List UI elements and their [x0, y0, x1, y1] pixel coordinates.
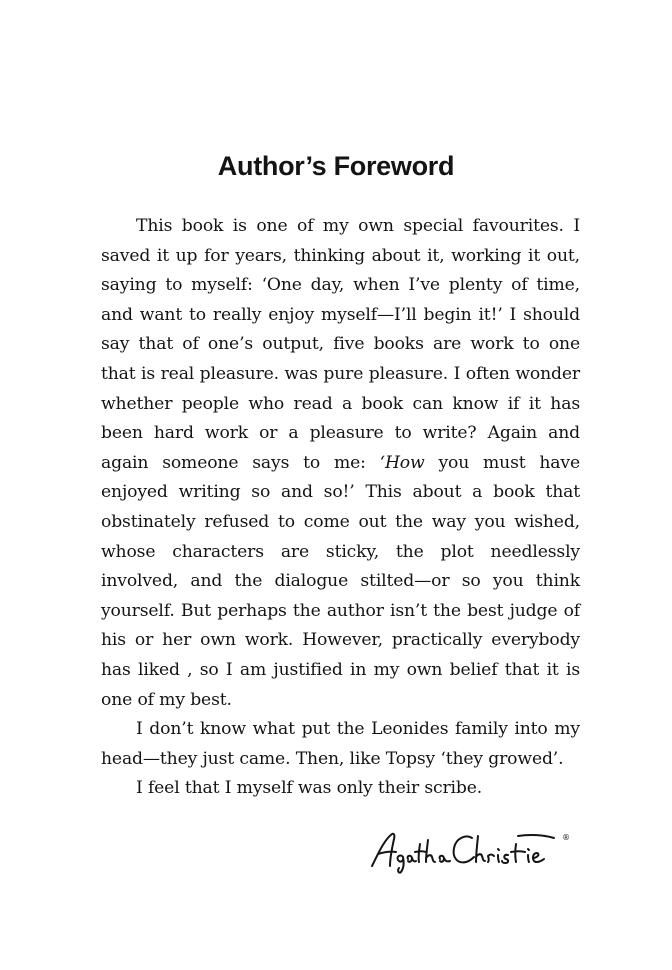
signature-stroke-g	[398, 856, 404, 873]
signature-stroke-h	[426, 840, 435, 862]
paragraph-1-text-start: This book is one of my own special favourites. I saved it up for years, thinking about it, working it out, saying to myself: ‘One day, when I’ve plenty of time, and want to really enjoy myself—I’ll begin it!’ I should say that of one’s output, five books are work to one that is real pleasure. was pure pleasure. I often wonder whether people who read a book can know if it has been hard work or a pleasure to write? Again and again someone says to me:	[101, 216, 580, 473]
paragraph-1-text-end: you must have enjoyed writing so and so!’ This about a book that obstinately refused to come out the way you wished, whose characters are sticky, the plot needlessly involved, and the dialogue stilted—or so you think yourself. But perhaps the author isn’t the best judge of his or her own work. However, practically everybody has liked , so I am justified in my own belief that it is one of my best.	[101, 452, 580, 710]
page-title: Author’s Foreword	[217, 151, 455, 181]
signature-stroke-a3	[440, 856, 450, 862]
foreword-paragraph-3: I feel that I myself was only their scribe.	[136, 778, 483, 799]
signature-stroke-c	[454, 836, 474, 862]
signature-flourish	[518, 835, 554, 838]
agatha-christie-signature	[368, 826, 578, 876]
signature-stroke-e	[533, 853, 544, 862]
signature-stroke-r	[488, 855, 494, 863]
signature-stroke-t2	[511, 844, 525, 862]
foreword-paragraph-1	[101, 212, 580, 715]
registered-mark: ®	[562, 833, 570, 842]
paragraph-1-italic-word: ‘How	[379, 452, 425, 473]
signature-stroke-i2	[528, 849, 529, 862]
signature-stroke-i	[498, 849, 499, 862]
signature-stroke-h2	[476, 836, 485, 862]
foreword-body	[101, 212, 580, 804]
foreword-paragraph-2: I don’t know what put the Leonides family into my head—they just came. Then, like Topsy ‘they growed’.	[101, 719, 580, 769]
signature-stroke-a2	[408, 856, 416, 862]
signature-stroke-s	[502, 855, 508, 863]
signature-stroke-t	[415, 844, 426, 862]
signature-stroke-a	[372, 834, 394, 866]
signature-stroke-a-bar	[378, 852, 396, 854]
